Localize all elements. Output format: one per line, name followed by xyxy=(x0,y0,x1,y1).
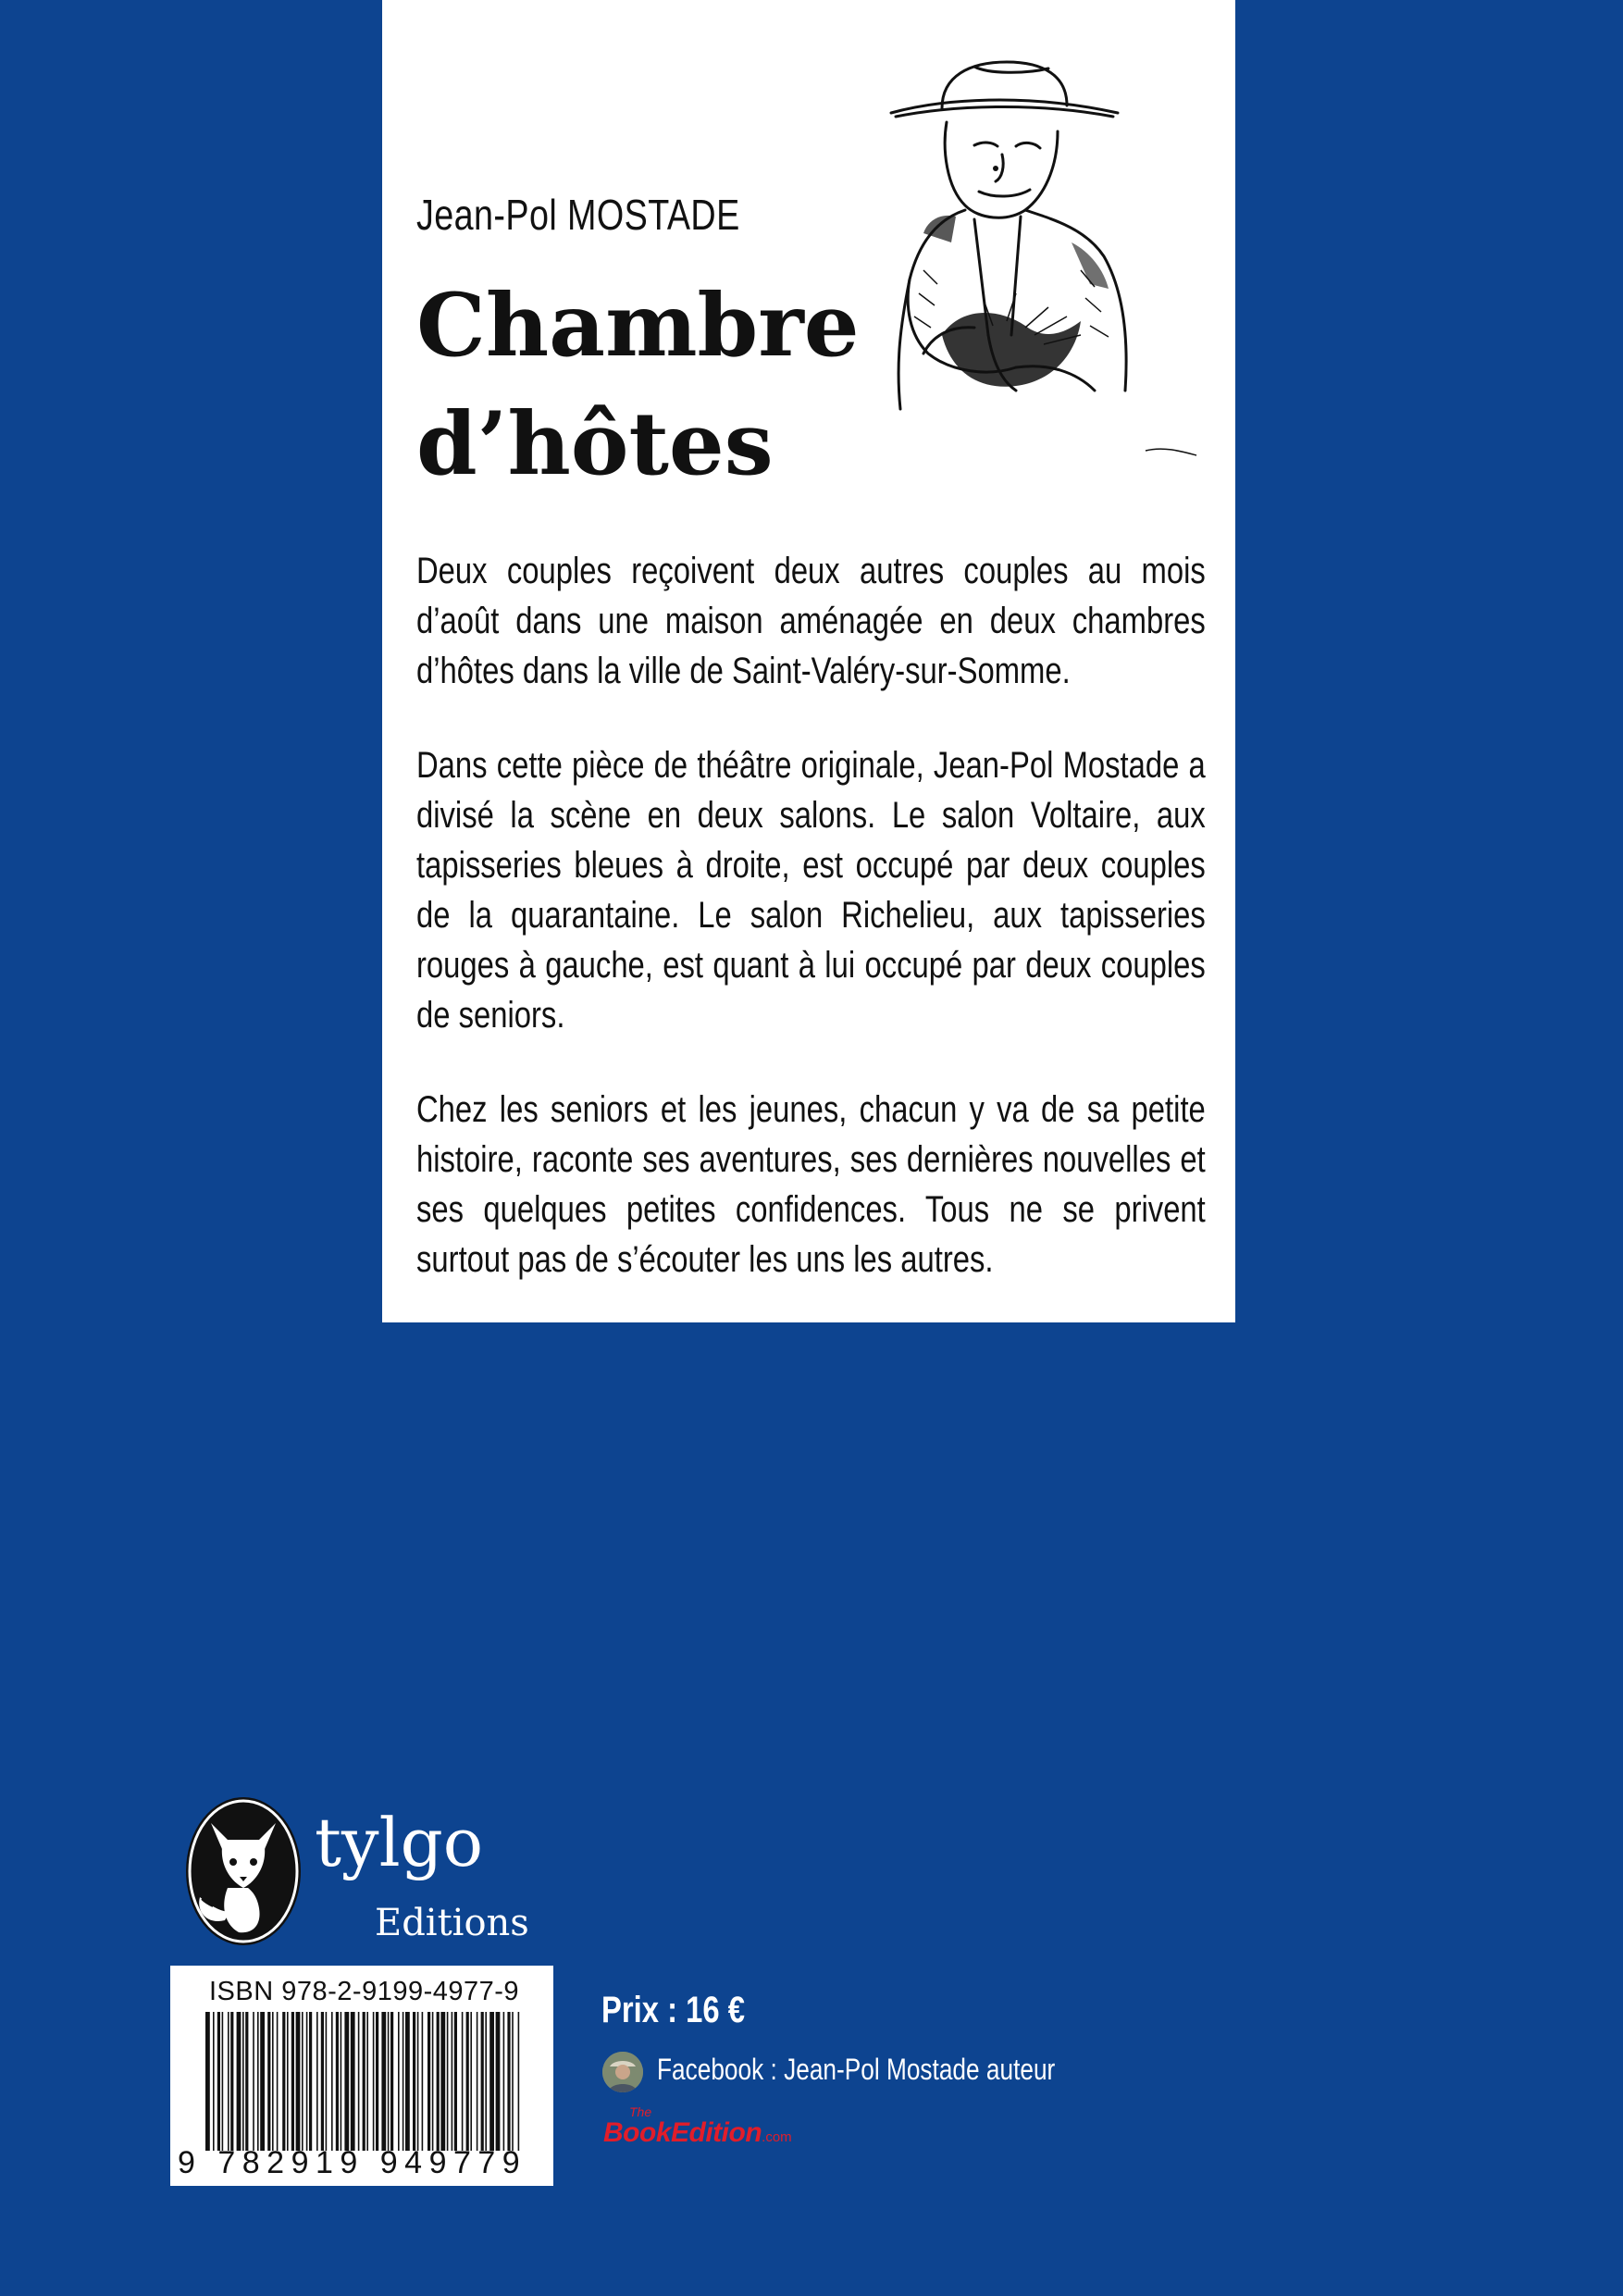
blurb-paragraph-3: Chez les seniors et les jeunes, chacun y va de sa petite histoire, raconte ses aventures, ses dernières nouvelles et ses quelques petites confidences. Tous ne se privent surtout pas de s’écouter les uns les autres. xyxy=(416,1089,1206,1280)
bookedition-the: The xyxy=(629,2104,652,2119)
bookedition-suffix: .com xyxy=(762,2129,792,2145)
facebook-avatar-icon xyxy=(602,2052,643,2092)
isbn-barcode-block xyxy=(170,1966,553,2186)
back-cover-blurb xyxy=(416,546,1206,1329)
price: Prix : 16 € xyxy=(601,1990,745,2030)
barcode-digits: 9 782919 949779 xyxy=(178,2145,527,2180)
blurb-paragraph-2: Dans cette pièce de théâtre originale, Jean-Pol Mostade a divisé la scène en deux salons. Le salon Voltaire, aux tapisseries bleues à droite, est occupé par deux couples de la quarantaine. Le salon Richelieu, aux tapisseries rouges à gauche, est quant à lui occupé par deux couples de seniors. xyxy=(416,745,1206,1036)
publisher-name: tylgo xyxy=(315,1804,484,1881)
title-line-1: Chambre xyxy=(416,275,860,377)
title-line-2: d’hôtes xyxy=(416,393,774,495)
author-name: Jean-Pol MOSTADE xyxy=(416,191,740,239)
cover-text-panel xyxy=(382,0,1235,1322)
book-title xyxy=(416,267,935,503)
publisher-subtitle: Editions xyxy=(375,1902,529,1944)
facebook-link[interactable]: Facebook : Jean-Pol Mostade auteur xyxy=(657,2053,1056,2086)
isbn-label: ISBN 978-2-9199-4977-9 xyxy=(209,1977,520,2006)
barcode xyxy=(205,2012,520,2151)
fox-logo-icon xyxy=(183,1795,304,1948)
blurb-paragraph-1: Deux couples reçoivent deux autres couples au mois d’août dans une maison aménagée en deux chambres d’hôtes dans la ville de Saint-Valéry-sur-Somme. xyxy=(416,551,1206,691)
chef-portrait-illustration xyxy=(886,57,1206,465)
bookedition-name: BookEdition xyxy=(603,2117,762,2148)
bookedition-logo xyxy=(603,2104,792,2149)
